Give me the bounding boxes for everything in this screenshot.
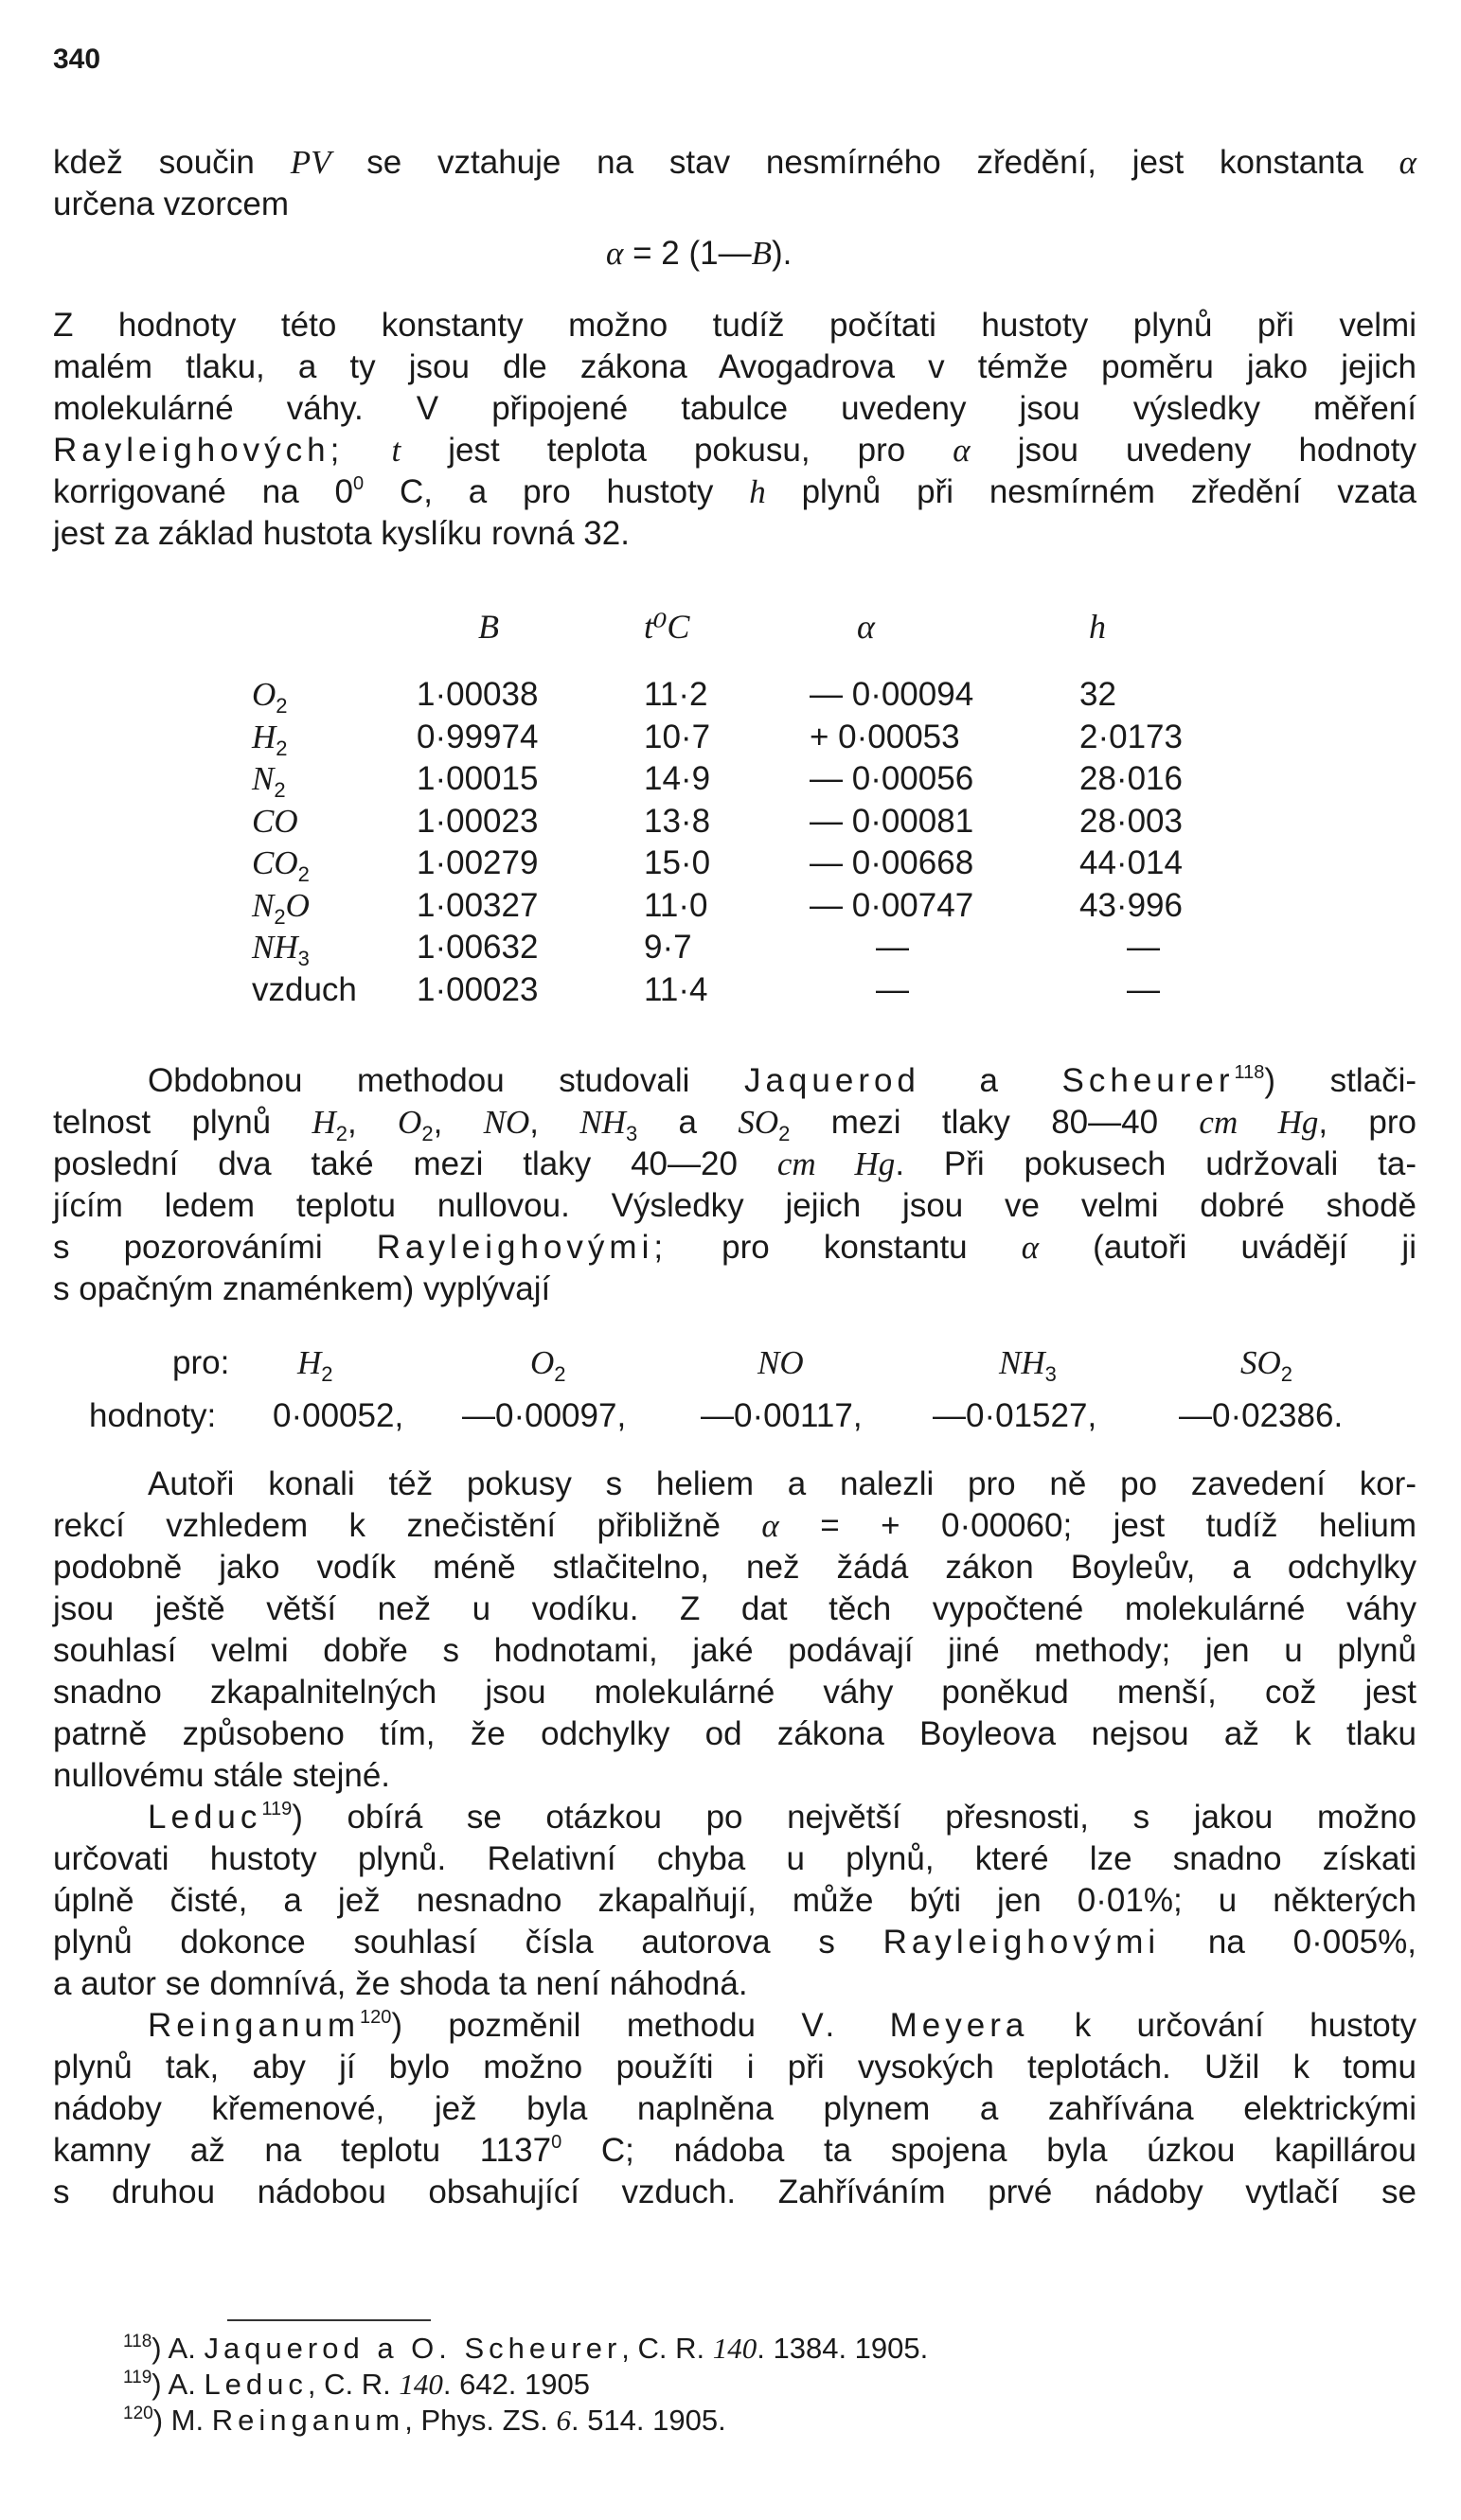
column-header-b: B: [478, 608, 499, 646]
footnote: [123, 2367, 590, 2403]
text-line: korrigované na $0^0$ C, a pro hustoty h plynů při nesmírném zředění vzata: [53, 473, 1416, 510]
text-line: poslední dva také mezi tlaky 40—20 cm Hg. Při pokusech udržovali ta-: [53, 1145, 1417, 1182]
text-line: úplně čisté, a jež nesnadno zkapalňují, může býti jen 0·01%; u některých: [53, 1882, 1417, 1919]
gas-subscript: 2: [1280, 1362, 1293, 1386]
text-line: jest za základ hustota kyslíku rovná 32.: [53, 515, 630, 552]
table-cell-alpha: + 0·00053: [810, 719, 960, 755]
values-gas: [1240, 1342, 1292, 1384]
gas-formula: NO: [757, 1344, 804, 1381]
table-cell-t: 13·8: [644, 803, 711, 840]
values-gas: [757, 1342, 804, 1384]
gas-subscript: 3: [297, 947, 310, 970]
footnote-text: , C. R.: [307, 2368, 400, 2401]
table-cell-gas: [252, 801, 298, 843]
footnote-ref: 119: [123, 2368, 152, 2387]
table-cell-alpha: — 0·00056: [810, 760, 974, 797]
footnote-volume: 140: [712, 2332, 757, 2365]
table-cell-b: 1·00015: [417, 760, 539, 797]
gas-formula: N: [252, 760, 275, 797]
gas-subscript: 3: [1044, 1362, 1057, 1386]
paragraph-3: [53, 1464, 1416, 1797]
table-cell-h: 28·016: [1079, 760, 1183, 797]
footnote-text: ) A.: [151, 2368, 205, 2401]
paragraph-5: [53, 2005, 1416, 2213]
footnote-author: Reinganum: [211, 2404, 405, 2437]
text-line: jsou ještě větší než u vodíku. Z dat těch vypočtené molekulárné váhy: [53, 1590, 1416, 1627]
table-cell-t: 11·0: [644, 887, 708, 924]
table-cell-gas: [252, 969, 357, 1011]
text-line: souhlasí velmi dobře s hodnotami, jaké podávají jiné methody; jen u plynů: [53, 1632, 1416, 1669]
text-line: rekcí vzhledem k znečistění přibližně α = + 0·00060; jest tudíž helium: [53, 1507, 1417, 1544]
text-line: nádoby křemenové, jež byla naplněna plynem a zahřívána elektrickými: [53, 2090, 1416, 2127]
table-cell-gas: [252, 885, 310, 927]
column-header-h: h: [1089, 608, 1106, 646]
values-gas: [999, 1342, 1057, 1384]
paragraph-2: [53, 1060, 1416, 1310]
gas-formula: vzduch: [252, 971, 357, 1008]
text-line: plynů dokonce souhlasí čísla autorova s Rayleighovými na 0·005%,: [53, 1924, 1416, 1961]
table-cell-gas: [252, 758, 286, 800]
text-line: molekulárné váhy. V připojené tabulce uvedeny jsou výsledky měření: [53, 390, 1416, 427]
gas-subscript: 2: [297, 862, 310, 886]
table-cell-alpha: — 0·00747: [810, 887, 974, 924]
footnote-divider: [227, 2319, 431, 2321]
values-gas: [530, 1342, 566, 1384]
paragraph-1: [53, 305, 1416, 555]
gas-formula: O: [252, 676, 276, 713]
table-cell-h: —: [1127, 971, 1160, 1008]
table-cell-h: 44·014: [1079, 844, 1183, 881]
table-cell-alpha: — 0·00094: [810, 676, 974, 713]
table-cell-h: 32: [1079, 676, 1116, 713]
text-line: kamny až na teplotu 1137$^0$ C; nádoba ta spojena byla úzkou kapillárou: [53, 2132, 1416, 2169]
gas-formula: H: [297, 1344, 322, 1381]
gas-subscript: 2: [276, 694, 288, 718]
footnote-text: . 1384. 1905.: [757, 2332, 929, 2365]
table-cell-b: 1·00327: [417, 887, 539, 924]
gas-formula: H: [252, 719, 276, 755]
table-cell-h: 28·003: [1079, 803, 1183, 840]
gas-formula-tail: O: [285, 887, 310, 924]
values-number: —0·02386.: [1179, 1397, 1344, 1434]
gas-formula: N: [252, 887, 275, 924]
text-line: určovati hustoty plynů. Relativní chyba u plynů, které lze snadno získati: [53, 1840, 1416, 1877]
gas-subscript: 2: [274, 905, 286, 929]
values-number: 0·00052,: [273, 1397, 404, 1434]
table-cell-b: 0·99974: [417, 719, 539, 755]
text-line: určena vzorcem: [53, 186, 289, 222]
gas-formula: CO: [252, 844, 298, 881]
table-cell-t: 10·7: [644, 719, 711, 755]
text-line: nullovému stále stejné.: [53, 1757, 391, 1794]
paragraph-4: [53, 1797, 1416, 2005]
column-header-t: t⁰C: [644, 608, 690, 646]
gas-formula: SO: [1240, 1344, 1281, 1381]
values-number: —0·00097,: [462, 1397, 627, 1434]
text-line: patrně způsobeno tím, že odchylky od zákona Boyleova nejsou až k tlaku: [53, 1715, 1416, 1752]
table-cell-gas: [252, 843, 310, 884]
gas-subscript: 2: [276, 736, 288, 760]
text-line: s opačným znaménkem) vyplývají: [53, 1270, 551, 1307]
table-cell-h: 43·996: [1079, 887, 1183, 924]
table-cell-t: 15·0: [644, 844, 711, 881]
footnote-text: . 514. 1905.: [570, 2404, 726, 2437]
table-cell-b: 1·00632: [417, 929, 539, 966]
gas-formula: O: [530, 1344, 555, 1381]
table-cell-b: 1·00023: [417, 971, 539, 1008]
table-cell-t: 11·4: [644, 971, 708, 1008]
gas-subscript: 2: [321, 1362, 333, 1386]
column-header-alpha: α: [857, 608, 875, 646]
values-label-hodnoty: hodnoty:: [89, 1397, 217, 1434]
text-line: a autor se domnívá, že shoda ta není náhodná.: [53, 1965, 748, 2002]
table-cell-alpha: —: [876, 929, 909, 966]
gas-formula: NH: [999, 1344, 1045, 1381]
footnote: [123, 2331, 928, 2367]
text-line: kdež součin PV se vztahuje na stav nesmírného zředění, jest konstanta α: [53, 144, 1416, 181]
table-cell-b: 1·00038: [417, 676, 539, 713]
text-line: snadno zkapalnitelných jsou molekulárné váhy poněkud menší, což jest: [53, 1674, 1416, 1711]
text-line: plynů tak, aby jí bylo možno použíti i při vysokých teplotách. Užil k tomu: [53, 2049, 1416, 2085]
footnote: [123, 2403, 726, 2439]
table-cell-t: 9·7: [644, 929, 692, 966]
text-line: malém tlaku, a ty jsou dle zákona Avogadrova v témže poměru jako jejich: [53, 348, 1416, 385]
table-cell-gas: [252, 717, 288, 758]
table-cell-h: 2·0173: [1079, 719, 1183, 755]
footnote-ref: 118: [123, 2332, 152, 2351]
table-cell-t: 14·9: [644, 760, 711, 797]
text-line: podobně jako vodík méně stlačitelno, než žádá zákon Boyleův, a odchylky: [53, 1549, 1416, 1586]
gas-formula: CO: [252, 803, 298, 840]
text-line: Z hodnoty této konstanty možno tudíž počítati hustoty plynů při velmi: [53, 307, 1416, 344]
footnote-text: ) M.: [152, 2404, 212, 2437]
gas-subscript: 2: [554, 1362, 566, 1386]
footnote-text: . 642. 1905: [442, 2368, 590, 2401]
footnote-author: Leduc: [204, 2368, 308, 2401]
text-line: Leduc$^{119}$) obírá se otázkou po největší přesnosti, s jakou možno: [148, 1799, 1416, 1836]
table-cell-alpha: — 0·00081: [810, 803, 974, 840]
table-cell-h: —: [1127, 929, 1160, 966]
table-cell-gas: [252, 674, 288, 716]
footnote-ref: 120: [123, 2404, 153, 2423]
values-number: —0·01527,: [933, 1397, 1097, 1434]
text-line: Autoři konali též pokusy s heliem a nalezli pro ně po zavedení kor-: [148, 1465, 1416, 1502]
text-line: Reinganum$^{120}$) pozměnil methodu V. Meyera k určování hustoty: [148, 2007, 1416, 2044]
formula: α = 2 (1—B).: [606, 235, 793, 272]
gas-subscript: 2: [274, 778, 286, 802]
gas-formula: NH: [252, 929, 298, 966]
text-line: telnost plynů $H_2$, $O_2$, NO, $NH_3$ a $SO_2$ mezi tlaky 80—40 cm Hg, pro: [53, 1104, 1416, 1145]
table-cell-t: 11·2: [644, 676, 708, 713]
table-cell-b: 1·00023: [417, 803, 539, 840]
page-number: 340: [53, 44, 101, 75]
text-line: s pozorováními Rayleighovými; pro konstantu α (autoři uvádějí ji: [53, 1229, 1416, 1266]
footnote-text: ) A.: [151, 2332, 205, 2365]
footnote-text: , C. R.: [621, 2332, 713, 2365]
footnote-author: Jaquerod a O. Scheurer: [204, 2332, 622, 2365]
footnote-volume: 6: [556, 2404, 571, 2437]
values-label-pro: pro:: [172, 1344, 230, 1381]
values-gas: [297, 1342, 333, 1384]
text-line: Obdobnou methodou studovali Jaquerod a Scheurer$^{118}$) stlači-: [148, 1062, 1416, 1099]
table-cell-gas: [252, 927, 310, 968]
footnote-text: , Phys. ZS.: [404, 2404, 557, 2437]
text-line: Rayleighových; t jest teplota pokusu, pro α jsou uvedeny hodnoty: [53, 432, 1416, 469]
table-cell-alpha: —: [876, 971, 909, 1008]
intro-paragraph: [53, 142, 1416, 225]
table-cell-b: 1·00279: [417, 844, 539, 881]
text-line: jícím ledem teplotu nullovou. Výsledky jejich jsou ve velmi dobré shodě: [53, 1187, 1416, 1224]
values-number: —0·00117,: [701, 1397, 863, 1434]
text-line: s druhou nádobou obsahující vzduch. Zahříváním prvé nádoby vytlačí se: [53, 2174, 1416, 2210]
table-cell-alpha: — 0·00668: [810, 844, 974, 881]
footnote-volume: 140: [399, 2368, 443, 2401]
